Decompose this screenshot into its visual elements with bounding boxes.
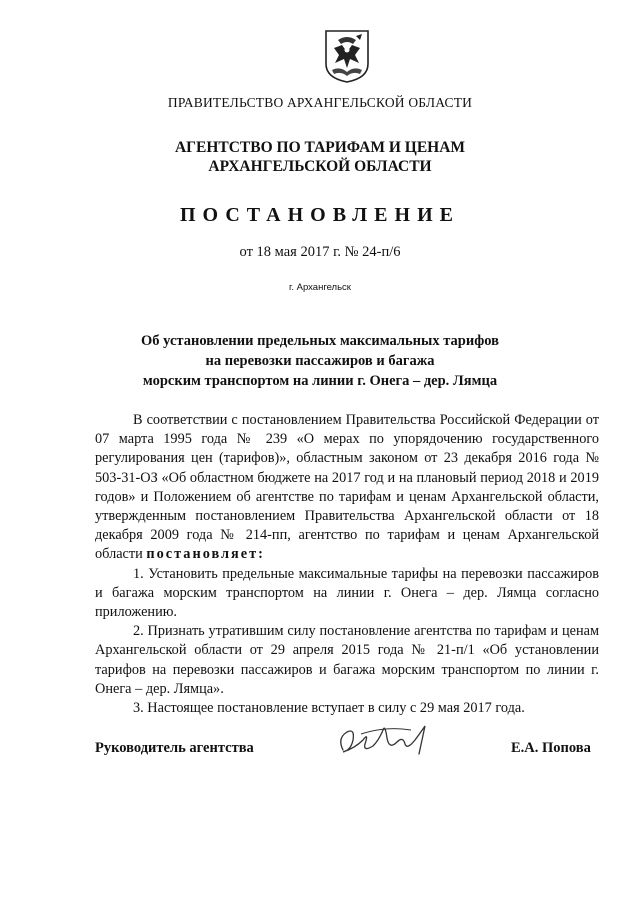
item-2: 2. Признать утратившим силу постановление агентства по тарифам и ценам Архангельской области от 29 апреля 2015 года № 21-п/1 «Об установлении тарифов на перевозки пассажиров и багажа морским транспортом по линии г. Онега – дер. Лямца». xyxy=(95,623,599,697)
document-subject xyxy=(0,331,640,391)
document-body xyxy=(95,411,599,718)
subject-line3: морским транспортом на линии г. Онега – дер. Лямца xyxy=(142,373,498,389)
preamble-text: В соответствии с постановлением Правительства Российской Федерации от 07 марта 1995 года № 239 «О мерах по упорядочению государственного регулирования цен (тарифов)», областным законом от 23 декабря 2016 года № 503-31-ОЗ «Об областном бюджете на 2017 год и на плановый период 2018 и 2019 годов» и Положением об агентстве по тарифам и ценам Архангельской области, утвержденным постановлением Правительства Архангельской области от 18 декабря 2009 года № 214-пп, агентство по тарифам и ценам Архангельской области xyxy=(95,412,599,563)
document-city: г. Архангельск xyxy=(289,282,351,293)
document-type: ПОСТАНОВЛЕНИЕ xyxy=(180,204,460,226)
government-name: ПРАВИТЕЛЬСТВО АРХАНГЕЛЬСКОЙ ОБЛАСТИ xyxy=(167,95,473,110)
preamble-paragraph xyxy=(95,411,599,565)
agency-name-line2: АРХАНГЕЛЬСКОЙ ОБЛАСТИ xyxy=(208,158,432,175)
agency-name xyxy=(0,138,640,176)
subject-line2: на перевозки пассажиров и багажа xyxy=(205,353,435,369)
subject-line1: Об установлении предельных максимальных тарифов xyxy=(141,333,499,349)
document-date-number: от 18 мая 2017 г. № 24-п/6 xyxy=(239,244,401,260)
handwritten-signature xyxy=(335,718,445,762)
item-1: 1. Установить предельные максимальные тарифы на перевозки пассажиров и багажа морским транспортом на линии г. Онега – дер. Лямца согласно приложению. xyxy=(95,565,599,621)
item-3: 3. Настоящее постановление вступает в силу с 29 мая 2017 года. xyxy=(133,700,525,717)
signatory-position: Руководитель агентства xyxy=(95,740,254,756)
signatory-name: Е.А. Попова xyxy=(511,740,591,756)
decree-word: постановляет: xyxy=(146,546,265,563)
agency-name-line1: АГЕНТСТВО ПО ТАРИФАМ И ЦЕНАМ xyxy=(174,139,466,156)
coat-of-arms-icon xyxy=(322,28,372,84)
